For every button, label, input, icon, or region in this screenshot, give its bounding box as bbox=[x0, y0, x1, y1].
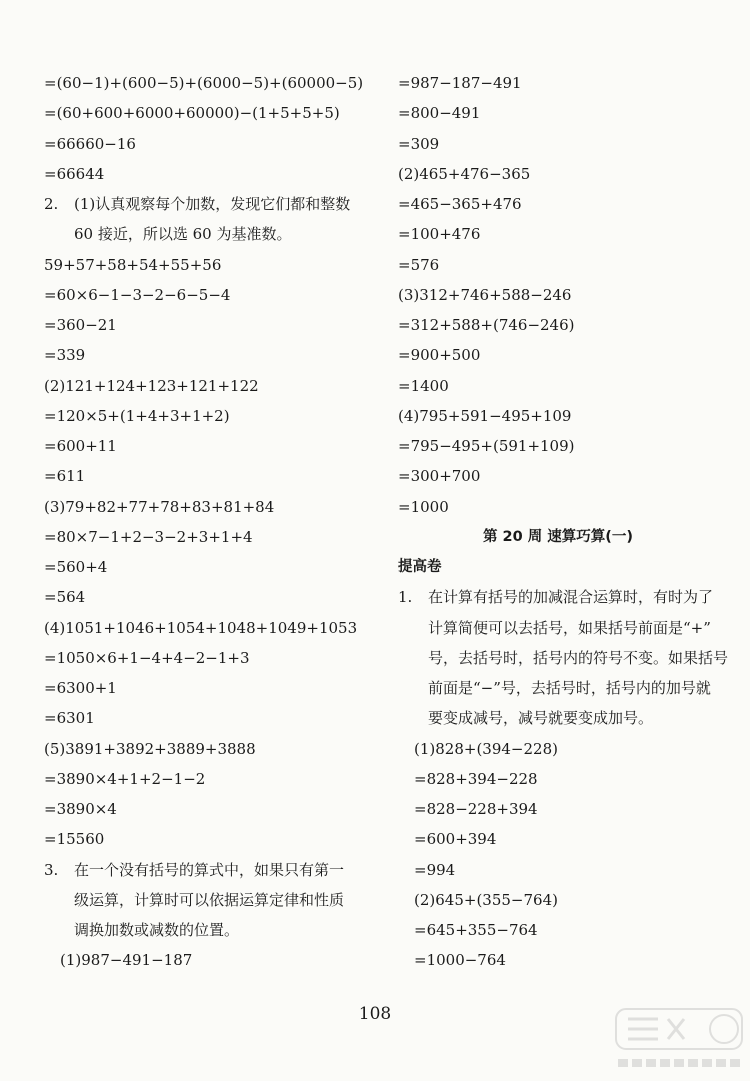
math-line: (3)312+746+588−246 bbox=[398, 285, 572, 304]
math-line: (1)828+(394−228) bbox=[414, 739, 558, 758]
math-line: =300+700 bbox=[398, 467, 481, 486]
item-number: 2. bbox=[44, 195, 59, 213]
paragraph-line: 级运算，计算时可以依据运算定律和性质 bbox=[74, 890, 345, 909]
math-line: =100+476 bbox=[398, 225, 481, 244]
math-line: =600+394 bbox=[414, 830, 497, 849]
math-line: =465−365+476 bbox=[398, 195, 522, 213]
math-line: =15560 bbox=[44, 830, 105, 849]
left-column bbox=[44, 68, 384, 976]
paragraph-line: 前面是“−”号，去括号时，括号内的加号就 bbox=[428, 679, 711, 697]
paragraph-line: 要变成减号，减号就要变成加号。 bbox=[428, 709, 654, 728]
numbered-paragraph bbox=[44, 189, 384, 250]
math-line: =60×6−1−3−2−6−5−4 bbox=[44, 285, 231, 304]
math-line: =576 bbox=[398, 255, 440, 274]
math-line: =828+394−228 bbox=[414, 769, 538, 788]
math-line: (2)645+(355−764) bbox=[414, 890, 558, 909]
math-line: (5)3891+3892+3889+3888 bbox=[44, 739, 256, 758]
item-number: 3. bbox=[44, 860, 59, 879]
numbered-paragraph bbox=[398, 582, 729, 733]
subheading: 提高卷 bbox=[398, 559, 442, 575]
paragraph-line: 60 接近，所以选 60 为基准数。 bbox=[74, 225, 292, 244]
math-line: =360−21 bbox=[44, 316, 117, 334]
math-line: (2)465+476−365 bbox=[398, 164, 531, 183]
math-line: (4)1051+1046+1054+1048+1049+1053 bbox=[44, 618, 358, 637]
math-line: =1050×6+1−4+4−2−1+3 bbox=[44, 648, 250, 667]
section-heading: 第 20 周 速算巧算(一) bbox=[482, 528, 634, 545]
paragraph-line: 计算简便可以去括号，如果括号前面是“+” bbox=[428, 618, 711, 637]
paragraph-text bbox=[74, 855, 384, 946]
math-line: =6300+1 bbox=[44, 679, 117, 697]
math-line: =120×5+(1+4+3+1+2) bbox=[44, 406, 230, 425]
math-line: =800−491 bbox=[398, 104, 481, 123]
paragraph-line: 号，去括号时，括号内的符号不变。如果括号 bbox=[428, 648, 729, 667]
math-line: =828−228+394 bbox=[414, 800, 538, 818]
paragraph-line: 在计算有括号的加减混合运算时，有时为了 bbox=[428, 588, 714, 607]
right-column bbox=[398, 68, 729, 976]
math-line: (1)987−491−187 bbox=[60, 951, 193, 970]
paragraph-line: 调换加数或减数的位置。 bbox=[74, 921, 240, 939]
math-line: 59+57+58+54+55+56 bbox=[44, 255, 222, 274]
math-line: =795−495+(591+109) bbox=[398, 437, 575, 455]
math-line: =339 bbox=[44, 346, 86, 365]
math-line: =600+11 bbox=[44, 437, 117, 455]
math-line: (2)121+124+123+121+122 bbox=[44, 376, 259, 395]
math-line: =1400 bbox=[398, 376, 449, 395]
math-line: =80×7−1+2−3−2+3+1+4 bbox=[44, 527, 253, 546]
math-line: =611 bbox=[44, 467, 86, 486]
math-line: =6301 bbox=[44, 709, 95, 728]
math-line: =3890×4+1+2−1−2 bbox=[44, 769, 206, 788]
watermark-logo bbox=[614, 1005, 744, 1075]
math-line: =564 bbox=[44, 588, 86, 607]
item-number: 1. bbox=[398, 588, 413, 607]
math-line: =645+355−764 bbox=[414, 921, 538, 939]
page-number: 108 bbox=[358, 1004, 392, 1024]
paragraph-text bbox=[74, 189, 384, 250]
math-line: =1000 bbox=[398, 497, 449, 516]
paragraph-line: (1)认真观察每个加数，发现它们都和整数 bbox=[74, 195, 351, 213]
math-line: (4)795+591−495+109 bbox=[398, 406, 572, 425]
paragraph-line: 在一个没有括号的算式中，如果只有第一 bbox=[74, 860, 345, 879]
paragraph-text bbox=[428, 582, 729, 733]
math-line: =(60+600+6000+60000)−(1+5+5+5) bbox=[44, 104, 340, 123]
math-line: =(60−1)+(600−5)+(6000−5)+(60000−5) bbox=[44, 74, 364, 92]
math-line: =560+4 bbox=[44, 558, 108, 576]
math-line: (3)79+82+77+78+83+81+84 bbox=[44, 497, 275, 516]
math-line: =3890×4 bbox=[44, 800, 117, 818]
math-line: =309 bbox=[398, 134, 440, 153]
math-line: =900+500 bbox=[398, 346, 481, 365]
math-line: =66644 bbox=[44, 164, 105, 183]
numbered-paragraph bbox=[44, 855, 384, 946]
math-line: =66660−16 bbox=[44, 134, 136, 153]
math-line: =312+588+(746−246) bbox=[398, 316, 575, 334]
math-line: =987−187−491 bbox=[398, 74, 522, 92]
math-line: =1000−764 bbox=[414, 951, 506, 970]
math-line: =994 bbox=[414, 860, 456, 879]
